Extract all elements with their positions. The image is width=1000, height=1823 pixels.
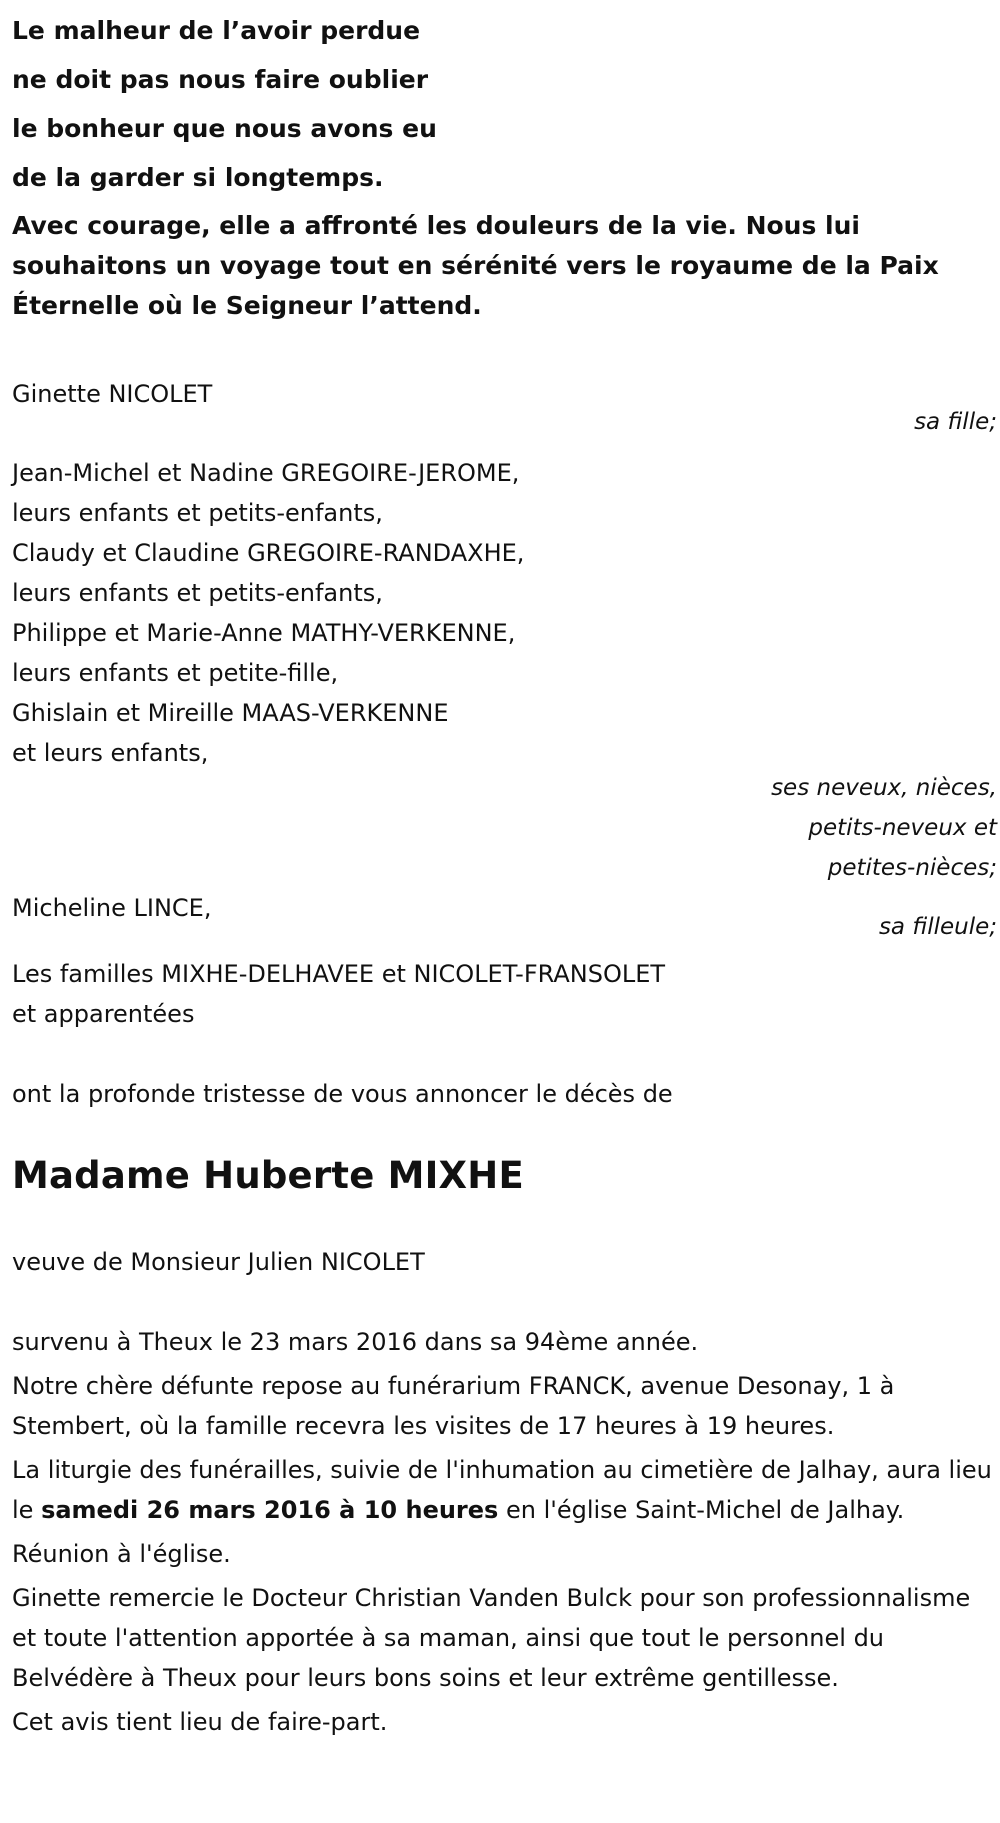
poem-line: Le malheur de l’avoir perdue — [12, 16, 421, 45]
nephews-relation-line: petites-nièces; — [827, 855, 997, 881]
poem-line: de la garder si longtemps. — [12, 163, 384, 192]
repose-details: Notre chère défunte repose au funérarium FRANCK, avenue Desonay, 1 à Stembert, où la famille recevra les visites de 17 heures à 19 heures. — [12, 1372, 895, 1440]
nephews-line: leurs enfants et petits-enfants, — [12, 499, 383, 527]
liturgy-details — [12, 1450, 997, 1530]
poem — [12, 6, 997, 326]
goddaughter-name: Micheline LINCE, — [12, 894, 212, 922]
nephews-line: et leurs enfants, — [12, 739, 209, 767]
obituary-content — [12, 6, 997, 1742]
poem-line: le bonheur que nous avons eu — [12, 114, 437, 143]
families-line: Les familles MIXHE-DELHAVEE et NICOLET-FRANSOLET — [12, 960, 666, 988]
nephews-relation-line: ses neveux, nièces, — [771, 775, 997, 801]
nephews-line: Jean-Michel et Nadine GREGOIRE-JEROME, — [12, 459, 520, 487]
nephews-relation — [12, 768, 997, 888]
liturgy-text-before: La liturgie des funérailles, suivie de l'inhumation au cimetière de Jalhay, aura lieu le — [12, 1456, 992, 1524]
widow-of: veuve de Monsieur Julien NICOLET — [12, 1248, 425, 1276]
nephews-relation-line: petits-neveux et — [808, 815, 997, 841]
meeting-details: Réunion à l'église. — [12, 1540, 231, 1568]
death-details: survenu à Theux le 23 mars 2016 dans sa 94ème année. — [12, 1328, 699, 1356]
nephews-line: Ghislain et Mireille MAAS-VERKENNE — [12, 699, 449, 727]
family-related — [12, 954, 997, 1034]
family-daughter — [12, 374, 997, 453]
thanks-text: Ginette remercie le Docteur Christian Vanden Bulck pour son professionnalisme et toute l'attention apportée à sa maman, ainsi que tout le personnel du Belvédère à Theux pour leurs bons soins et leur extrême gentillesse. — [12, 1584, 971, 1692]
liturgy-date: samedi 26 mars 2016 à 10 heures — [41, 1496, 499, 1524]
daughter-name: Ginette NICOLET — [12, 380, 213, 408]
closing-text: Cet avis tient lieu de faire-part. — [12, 1708, 388, 1736]
families-line: et apparentées — [12, 1000, 195, 1028]
nephews-line: leurs enfants et petits-enfants, — [12, 579, 383, 607]
nephews-line: Philippe et Marie-Anne MATHY-VERKENNE, — [12, 619, 516, 647]
announcement-intro: ont la profonde tristesse de vous annoncer le décès de — [12, 1080, 673, 1108]
nephews-line: leurs enfants et petite-fille, — [12, 659, 339, 687]
deceased-name: Madame Huberte MIXHE — [12, 1154, 524, 1197]
goddaughter-relation: sa filleule; — [878, 914, 997, 940]
family-goddaughter — [12, 888, 997, 954]
poem-line: ne doit pas nous faire oublier — [12, 65, 429, 94]
nephews-line: Claudy et Claudine GREGOIRE-RANDAXHE, — [12, 539, 525, 567]
poem-paragraph: Avec courage, elle a affronté les douleurs de la vie. Nous lui souhaitons un voyage tout en sérénité vers le royaume de la Paix Éternelle où le Seigneur l’attend. — [12, 211, 939, 320]
family-nephews — [12, 453, 997, 888]
liturgy-text-after: en l'église Saint-Michel de Jalhay. — [498, 1496, 905, 1524]
daughter-relation: sa fille; — [914, 409, 997, 435]
